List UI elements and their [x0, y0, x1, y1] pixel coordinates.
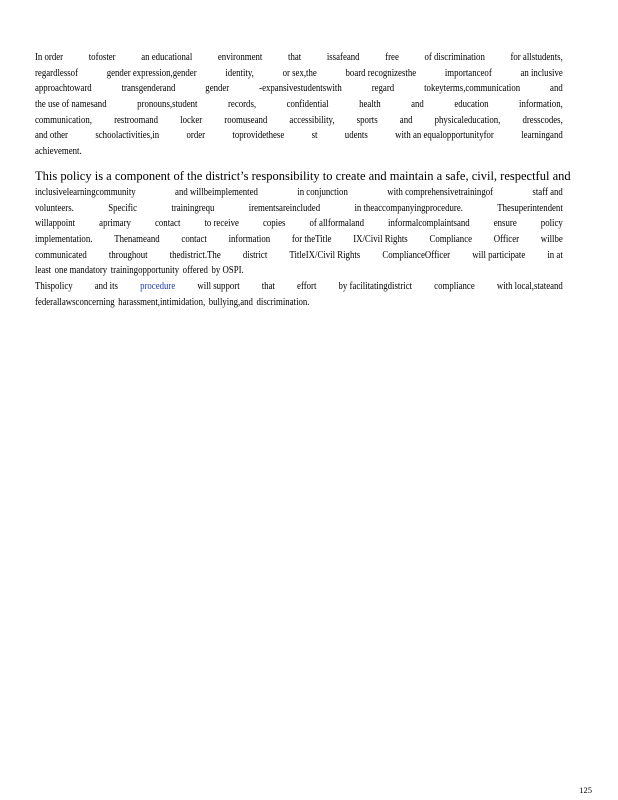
- word: schoolactivities,in: [95, 130, 160, 142]
- word: district: [242, 249, 268, 261]
- word: and: [399, 114, 413, 126]
- word: for theTitle: [291, 234, 332, 246]
- word: that: [288, 52, 302, 63]
- word: will support: [197, 281, 240, 293]
- word: Thenameand: [114, 234, 160, 246]
- word: irementsareincluded: [248, 202, 321, 214]
- word: harassment,intimidation,: [118, 296, 206, 308]
- word: importanceof: [444, 67, 492, 79]
- word: restroomand: [114, 114, 159, 126]
- page-number: 125: [579, 785, 592, 795]
- word: regard: [371, 83, 395, 95]
- word: that: [261, 281, 275, 293]
- word: issafeand: [326, 52, 360, 63]
- word: federallawsconcerning: [35, 296, 115, 308]
- word: and its: [94, 281, 118, 293]
- word: trainingrequ: [171, 202, 215, 214]
- text-line: [35, 216, 563, 232]
- word: of discrimination: [424, 52, 485, 63]
- word: throughout: [108, 249, 148, 261]
- text-line: [35, 263, 563, 279]
- word: ensure: [493, 218, 517, 230]
- word: confidential: [286, 99, 329, 111]
- word: -expansivestudentswith: [259, 83, 342, 95]
- word: trainingopportunity: [110, 265, 180, 277]
- word: discrimination.: [256, 296, 310, 308]
- word: IX/Civil Rights: [353, 234, 408, 246]
- word: pronouns,student: [137, 99, 198, 111]
- word: Compliance: [429, 234, 473, 246]
- word: tofoster: [88, 52, 116, 63]
- text-line: [35, 232, 563, 248]
- word: willappoint: [35, 218, 76, 230]
- text-line: [35, 81, 563, 97]
- word: Officer: [493, 234, 520, 246]
- word: udents: [344, 130, 368, 142]
- word: implementation.: [35, 234, 93, 246]
- word: accessibility,: [289, 114, 335, 126]
- word: bullying,and: [208, 296, 253, 308]
- policy-paragraph-responsibility: [35, 167, 571, 311]
- word: gender: [205, 83, 230, 95]
- text-line: [35, 185, 563, 201]
- word: dresscodes,: [522, 114, 563, 126]
- word: an inclusive: [520, 67, 563, 79]
- word: sports: [356, 114, 378, 126]
- text-line: [35, 66, 563, 82]
- word: health: [359, 99, 381, 111]
- word: policy: [540, 218, 563, 230]
- text-line: [35, 128, 563, 144]
- word: the use of namesand: [35, 99, 107, 111]
- word: informalcomplaintsand: [388, 218, 470, 230]
- word: in theaccompanyingprocedure.: [354, 202, 463, 214]
- lead-line: [35, 167, 571, 185]
- word: by facilitatingdistrict: [338, 281, 413, 293]
- word: to receive: [204, 218, 239, 230]
- word: by OSPI.: [211, 265, 244, 277]
- word: free: [385, 52, 399, 63]
- word: with comprehensivetrainingof: [387, 187, 494, 198]
- word: roomuseand: [224, 114, 268, 126]
- word: and other: [35, 130, 68, 142]
- word: staff and: [532, 187, 563, 198]
- word: will participate: [472, 249, 526, 261]
- word: information: [228, 234, 271, 246]
- word: Specific: [108, 202, 138, 214]
- word: learningand: [521, 130, 563, 142]
- word: in at: [547, 249, 563, 261]
- word: thedistrict.The: [169, 249, 221, 261]
- word: least: [35, 265, 52, 277]
- word: TitleIX/Civil Rights: [289, 249, 361, 261]
- word: with local,stateand: [496, 281, 563, 293]
- word: toprovidethese: [232, 130, 285, 142]
- word: or sex,the: [282, 67, 317, 79]
- text-line: [35, 279, 563, 295]
- text-line: [35, 50, 563, 66]
- word: information,: [519, 99, 563, 111]
- word: approachtoward: [35, 83, 92, 95]
- word: and: [411, 99, 424, 111]
- text-line: [35, 201, 563, 217]
- word: inclusivelearningcommunity: [35, 187, 136, 198]
- word: one mandatory: [54, 265, 108, 277]
- word: st: [311, 130, 318, 142]
- word: physicaleducation,: [434, 114, 501, 126]
- word: copies: [262, 218, 286, 230]
- word: volunteers.: [35, 202, 74, 214]
- word: willbe: [540, 234, 563, 246]
- word: board recognizesthe: [345, 67, 417, 79]
- word: aprimary: [99, 218, 131, 230]
- word: offered: [182, 265, 208, 277]
- word: with an equalopportunityfor: [395, 130, 494, 142]
- word: gender expression,gender: [106, 67, 197, 79]
- word: records,: [227, 99, 257, 111]
- word: and: [550, 83, 563, 95]
- word: for allstudents,: [510, 52, 563, 63]
- word: locker: [180, 114, 203, 126]
- word: in conjunction: [297, 187, 348, 198]
- word: regardlessof: [35, 67, 79, 79]
- word: education: [454, 99, 489, 111]
- word: communicated: [35, 249, 87, 261]
- word: In order: [35, 52, 64, 63]
- text-line: [35, 295, 563, 311]
- policy-paragraph-intro: [35, 50, 563, 160]
- text-line: [35, 144, 563, 160]
- word: contact: [181, 234, 207, 246]
- word: tokeyterms,communication: [424, 83, 521, 95]
- word: Thispolicy: [35, 281, 73, 293]
- word: an educational: [141, 52, 193, 63]
- text-line: [35, 97, 563, 113]
- word: and willbeimplemented: [175, 187, 258, 198]
- word: achievement.: [35, 146, 82, 158]
- procedure-link[interactable]: procedure: [140, 281, 176, 293]
- word: Thesuperintendent: [497, 202, 563, 214]
- word: ComplianceOfficer: [382, 249, 451, 261]
- word: identity,: [225, 67, 254, 79]
- word: transgenderand: [121, 83, 176, 95]
- word: order: [186, 130, 206, 142]
- text-line: [35, 248, 563, 264]
- word: compliance: [434, 281, 475, 293]
- word: effort: [297, 281, 317, 293]
- word: This policy is a component of the district’s responsibility to create and maintain a safe, civil, respectful and: [35, 169, 571, 183]
- text-line: [35, 113, 563, 129]
- word: communication,: [35, 114, 92, 126]
- word: contact: [154, 218, 181, 230]
- word: environment: [217, 52, 263, 63]
- word: of allformaland: [309, 218, 364, 230]
